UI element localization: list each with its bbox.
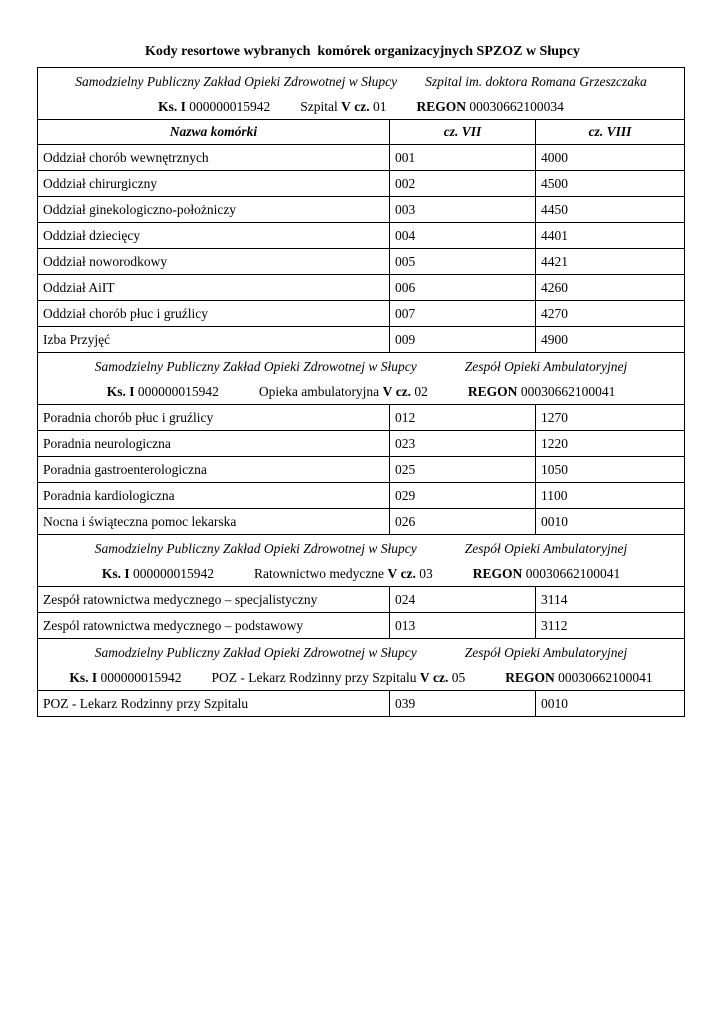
cell-unit-name: Izba Przyjęć (38, 327, 390, 353)
cz-label: cz. (354, 98, 370, 114)
table-row (38, 691, 685, 717)
cell-cz8: 0010 (536, 691, 685, 717)
cell-unit-name: Poradnia chorób płuc i gruźlicy (38, 405, 390, 431)
v-label: V (419, 669, 430, 685)
cell-unit-name: Oddział chirurgiczny (38, 171, 390, 197)
ks-value: 000000015942 (132, 565, 214, 581)
cell-cz8: 1100 (536, 483, 685, 509)
part-text: Opieka ambulatoryjna (258, 383, 380, 399)
cz-label: cz. (433, 669, 449, 685)
section-codes-line (38, 379, 684, 404)
v-label: V (387, 565, 398, 581)
table-row (38, 405, 685, 431)
section-header (38, 353, 685, 405)
regon-label: REGON (416, 98, 467, 114)
cell-cz8: 4000 (536, 145, 685, 171)
regon-label: REGON (472, 565, 523, 581)
regon-value: 00030662100041 (520, 383, 616, 399)
column-header-row (38, 120, 685, 145)
table-row (38, 171, 685, 197)
regon-value: 00030662100041 (558, 669, 653, 685)
table-row (38, 613, 685, 639)
section-header (38, 535, 685, 587)
cell-unit-name: Poradnia neurologiczna (38, 431, 390, 457)
cz-value: 05 (451, 669, 466, 685)
table-row (38, 223, 685, 249)
ks-label: Ks. I (101, 565, 130, 581)
column-header-name: Nazwa komórki (38, 120, 390, 145)
section-institution-line (38, 536, 684, 561)
part-text: Ratownictwo medyczne (253, 565, 385, 581)
ks-label: Ks. I (106, 383, 135, 399)
table-row (38, 587, 685, 613)
cell-cz7: 012 (390, 405, 536, 431)
unit-name: Szpital im. doktora Romana Grzeszczaka (425, 73, 647, 89)
institution-name: Samodzielny Publiczny Zakład Opieki Zdrowotnej w Słupcy (94, 644, 417, 660)
cell-cz8: 1270 (536, 405, 685, 431)
regon-label: REGON (467, 383, 518, 399)
page-title: Kody resortowe wybranych komórek organizacyjnych SPZOZ w Słupcy (144, 44, 581, 59)
institution-name: Samodzielny Publiczny Zakład Opieki Zdrowotnej w Słupcy (94, 540, 417, 556)
section-header (38, 68, 685, 120)
cell-cz7: 013 (390, 613, 536, 639)
cell-cz7: 009 (390, 327, 536, 353)
table-row (38, 457, 685, 483)
cell-unit-name: Nocna i świąteczna pomoc lekarska (38, 509, 390, 535)
cell-unit-name: Poradnia kardiologiczna (38, 483, 390, 509)
cell-cz8: 3114 (536, 587, 685, 613)
section-codes-line (38, 665, 684, 690)
cz-value: 03 (419, 565, 433, 581)
cell-cz8: 4401 (536, 223, 685, 249)
cell-cz7: 003 (390, 197, 536, 223)
unit-name: Zespół Opieki Ambulatoryjnej (464, 540, 628, 556)
v-label: V (382, 383, 393, 399)
cell-unit-name: Oddział dziecięcy (38, 223, 390, 249)
codes-table (37, 67, 685, 717)
table-row (38, 327, 685, 353)
cell-cz7: 001 (390, 145, 536, 171)
regon-label: REGON (505, 669, 555, 685)
cell-cz7: 005 (390, 249, 536, 275)
table-row (38, 145, 685, 171)
cell-unit-name: Oddział ginekologiczno-położniczy (38, 197, 390, 223)
cell-cz7: 024 (390, 587, 536, 613)
table-row (38, 249, 685, 275)
ks-value: 000000015942 (189, 98, 271, 114)
section-header (38, 639, 685, 691)
cell-cz8: 4450 (536, 197, 685, 223)
v-label: V (341, 98, 351, 114)
table-row (38, 275, 685, 301)
column-header-cz7: cz. VII (390, 120, 536, 145)
table-row (38, 197, 685, 223)
section-header-row (38, 353, 685, 405)
cell-unit-name: Zespól ratownictwa medycznego – podstawowy (38, 613, 390, 639)
cell-cz7: 006 (390, 275, 536, 301)
regon-value: 00030662100034 (469, 98, 564, 114)
unit-name: Zespół Opieki Ambulatoryjnej (464, 644, 628, 660)
part-text: POZ - Lekarz Rodzinny przy Szpitalu (211, 669, 417, 685)
cell-cz8: 1220 (536, 431, 685, 457)
table-row (38, 483, 685, 509)
cell-cz8: 4900 (536, 327, 685, 353)
cell-unit-name: POZ - Lekarz Rodzinny przy Szpitalu (38, 691, 390, 717)
cell-cz7: 002 (390, 171, 536, 197)
section-institution-line (38, 640, 684, 665)
codes-table-body (38, 68, 685, 717)
ks-value: 000000015942 (100, 669, 182, 685)
cell-unit-name: Oddział chorób płuc i gruźlicy (38, 301, 390, 327)
cell-cz8: 1050 (536, 457, 685, 483)
cell-cz7: 029 (390, 483, 536, 509)
cell-cz8: 3112 (536, 613, 685, 639)
cell-unit-name: Oddział chorób wewnętrznych (38, 145, 390, 171)
cell-cz7: 007 (390, 301, 536, 327)
cell-unit-name: Oddział noworodkowy (38, 249, 390, 275)
section-header-row (38, 639, 685, 691)
section-institution-line (38, 354, 684, 379)
cell-unit-name: Oddział AiIT (38, 275, 390, 301)
section-header-row (38, 535, 685, 587)
cell-cz7: 004 (390, 223, 536, 249)
cell-cz7: 039 (390, 691, 536, 717)
institution-name: Samodzielny Publiczny Zakład Opieki Zdrowotnej w Słupcy (75, 73, 398, 89)
column-header-cz8: cz. VIII (536, 120, 685, 145)
cz-value: 01 (373, 98, 387, 114)
cell-cz7: 025 (390, 457, 536, 483)
cell-cz8: 4260 (536, 275, 685, 301)
part-text: Szpital (300, 98, 338, 114)
section-codes-line (38, 561, 684, 586)
table-row (38, 301, 685, 327)
cz-value: 02 (414, 383, 428, 399)
cell-unit-name: Zespół ratownictwa medycznego – specjalistyczny (38, 587, 390, 613)
section-header-row (38, 68, 685, 120)
table-row (38, 431, 685, 457)
cz-label: cz. (395, 383, 412, 399)
table-row (38, 509, 685, 535)
cell-cz8: 4421 (536, 249, 685, 275)
institution-name: Samodzielny Publiczny Zakład Opieki Zdrowotnej w Słupcy (94, 358, 417, 374)
ks-value: 000000015942 (137, 383, 219, 399)
cell-unit-name: Poradnia gastroenterologiczna (38, 457, 390, 483)
section-institution-line (38, 69, 684, 94)
ks-label: Ks. I (158, 98, 186, 114)
regon-value: 00030662100041 (525, 565, 621, 581)
section-codes-line (38, 94, 684, 119)
unit-name: Zespół Opieki Ambulatoryjnej (464, 358, 628, 374)
ks-label: Ks. I (69, 669, 98, 685)
cell-cz7: 026 (390, 509, 536, 535)
cell-cz8: 4270 (536, 301, 685, 327)
cell-cz7: 023 (390, 431, 536, 457)
cell-cz8: 0010 (536, 509, 685, 535)
cell-cz8: 4500 (536, 171, 685, 197)
cz-label: cz. (400, 565, 416, 581)
